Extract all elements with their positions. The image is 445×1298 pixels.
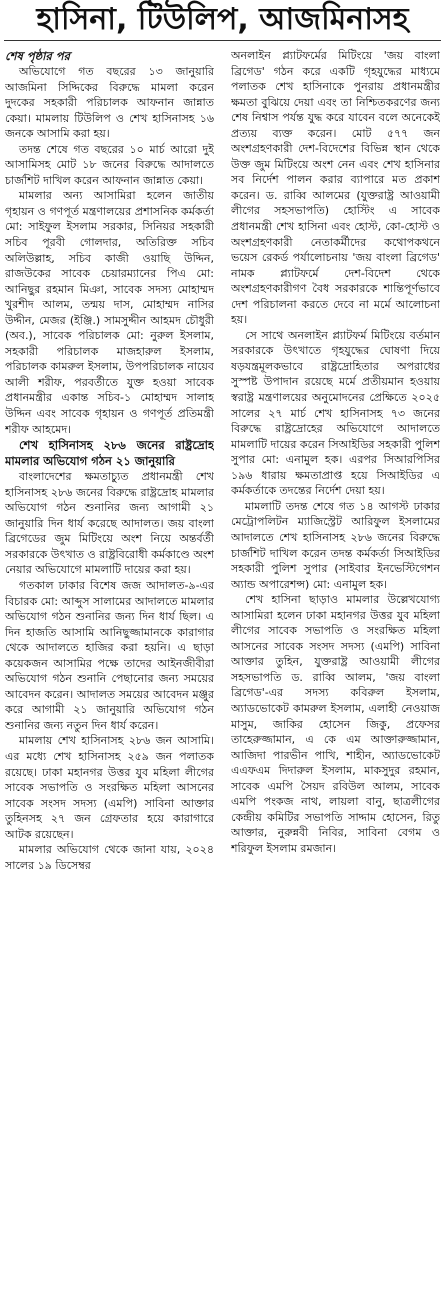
paragraph: অনলাইন প্ল্যাটফর্মের মিটিংয়ে 'জয় বাংলা ব্রিগেড' গঠন করে একটি গৃহযুদ্ধের মাধ্যমে পলাতক শেখ হাসিনাকে পুনরায় প্রধানমন্ত্রীর ক্ষমতা বুঝিয়ে দেয়া এবং তা নিশ্চিতকরণের জন্য শেষ নিশ্বাস পর্যন্ত যুদ্ধ করে যাবেন বলে অনেকেই প্রত্যয় ব্যক্ত করেন। মোট ৫৭৭ জন অংশগ্রহণকারী দেশ-বিদেশের বিভিন্ন স্থান থেকে উক্ত জুম মিটিংয়ে অংশ নেন এবং শেখ হাসিনার সব নির্দেশ পালন করার ব্যাপারে মত প্রকাশ করেন। ড. রাব্বি আলমের (যুক্তরাষ্ট্র আওয়ামী লীগের সহসভাপতি) হোস্টিং এ সাবেক প্রধানমন্ত্রী শেখ হাসিনা এবং হোস্ট, কো-হোস্ট ও অংশগ্রহণকারী নেতাকর্মীদের কথোপকথনে ভয়েস রেকর্ড পর্যালোচনায় 'জয় বাংলা ব্রিগেড' নামক প্ল্যাটফর্মে দেশ-বিদেশ থেকে অংশগ্রহণকারীগণ বৈধ সরকারকে শান্তিপূর্ণভাবে দেশ পরিচালনা করতে দেবে না মর্মে আলোচনা হয়।	[231, 49, 440, 327]
kicker: শেষ পৃষ্ঠার পর	[5, 49, 70, 63]
paragraph: শেখ হাসিনা ছাড়াও মামলার উল্লেখযোগ্য আসামিরা হলেন ঢাকা মহানগর উত্তর যুব মহিলা লীগের সাবেক সভাপতি ও সংরক্ষিত মহিলা আসনের সাবেক সংসদ সদস্য (এমপি) সাবিনা আক্তার তুহিন, যুক্তরাষ্ট্র আওয়ামী লীগের সহসভাপতি ড. রাব্বি আলম, 'জয় বাংলা ব্রিগেড'-এর সদস্য কবিরুল ইসলাম, অ্যাডভোকেট কামরুল ইসলাম, এলাহী নেওয়াজ মাসুম, জাকির হোসেন জিকু, প্রফেসর তাহেরুজ্জামান, এ কে এম আক্তারুজ্জামান, আজিদা পারভীন পাখি, শাহীন, অ্যাডভোকেট এএফএম দিদারুল ইসলাম, মাকসুদুর রহমান, সাবেক এমপি সৈয়দ রবিউল আলম, সাবেক এমপি পংকজ নাথ, লায়লা বানু, ছাত্রলীগের কেন্দ্রীয় কমিটির সভাপতি সাদ্দাম হোসেন, রিতু আক্তার, নুরুন্নবী নিবির, সাবিনা বেগম ও শরিফুল ইসলাম রমজান।	[231, 593, 440, 855]
paragraph: মামলার অভিযোগ থেকে জানা যায়, ২০২৪ সালের ১৯ ডিসেম্বর	[5, 843, 214, 872]
paragraph: গতকাল ঢাকার বিশেষ জজ আদালত-৯-এর বিচারক মো: আব্দুস সালামের আদালতে মামলার অভিযোগ গঠন শুনানির জন্য দিন ধার্য ছিল। এ দিন হাজতি আসামি আনিছুজ্জামানকে কারাগার থেকে আদালতে হাজির করা হয়নি। এ ছাড়া কয়েকজন আসামির পক্ষে তাদের আইনজীবীরা অভিযোগ গঠন শুনানি পেছানোর জন্য সময়ের আবেদন করেন। আদালত সময়ের আবেদন মঞ্জুর করে আগামী ২১ জানুয়ারি অভিযোগ গঠন শুনানির জন্য নতুন দিন ধার্য করেন।	[5, 578, 214, 732]
headline: হাসিনা, টিউলিপ, আজমিনাসহ	[36, 2, 409, 37]
paragraph: মামলার অন্য আসামিরা হলেন জাতীয় গৃহায়ন ও গণপূর্ত মন্ত্রণালয়ের প্রশাসনিক কর্মকর্তা মো: সাইফুল ইসলাম সরকার, সিনিয়র সহকারী সচিব পূরবী গোলদার, অতিরিক্ত সচিব অলিউল্লাহ, সচিব কাজী ওয়াছি উদ্দিন, রাজউকের সাবেক চেয়ারম্যানের পিএ মো: আনিছুর রহমান মিঞা, সাবেক সদস্য মোহাম্মদ খুরশীদ আলম, তন্ময় দাস, মোহাম্মদ নাসির উদ্দীন, মেজর (ইঞ্জি.) সামসুদ্দীন আহমদ চৌধুরী (অব.), সাবেক পরিচালক মো: নুরুল ইসলাম, সহকারী পরিচালক মাজহারুল ইসলাম, পরিচালক কামরুল ইসলাম, উপপরিচালক নায়েব আলী শরীফ, পরবর্তীতে যুক্ত হওয়া সাবেক প্রধানমন্ত্রীর একান্ত সচিব-১ মোহাম্মদ সালাহ উদ্দিন এবং সাবেক গৃহায়ন ও গণপূর্ত প্রতিমন্ত্রী শরীফ আহমেদ।	[5, 189, 214, 436]
paragraph: সে সাথে অনলাইন প্ল্যাটফর্ম মিটিংয়ে বর্তমান সরকারকে উৎখাতে গৃহযুদ্ধের ঘোষণা দিয়ে ষড়যন্ত্রমূলকভাবে রাষ্ট্রদ্রোহিতার অপরাধের সুস্পষ্ট উপাদান রয়েছে মর্মে প্রতীয়মান হওয়ায় স্বরাষ্ট্র মন্ত্রণালয়ের অনুমোদনের প্রেক্ষিতে ২০২৫ সালের ২৭ মার্চ শেখ হাসিনাসহ ৭৩ জনের বিরুদ্ধে রাষ্ট্রদ্রোহের অভিযোগে আদালতে মামলাটি দায়ের করেন সিআইডির সহকারী পুলিশ সুপার মো: এনামুল হক। এরপর সিআরপিসির ১৯৬ ধারায় ক্ষমতাপ্রাপ্ত হয়ে সিআইডির এ কর্মকর্তাকে তদন্তের নির্দেশ দেয়া হয়।	[231, 328, 440, 498]
right-column	[231, 48, 440, 1294]
paragraph: তদন্ত শেষে গত বছরের ১০ মার্চ আরো দুই আসামিসহ মোট ১৮ জনের বিরুদ্ধে আদালতে চার্জশিট দাখিল করেন আফনান জান্নাত কেয়া।	[5, 142, 214, 187]
subhead: শেখ হাসিনাসহ ২৮৬ জনের রাষ্ট্রদ্রোহ মামলার অভিযোগ গঠন ২১ জানুয়ারি	[5, 438, 214, 469]
paragraph: অভিযোগে গত বছরের ১৩ জানুয়ারি আজমিনা সিদ্দিকের বিরুদ্ধে মামলা করেন দুদকের সহকারী পরিচালক আফনান জান্নাত কেয়া। মামলায় টিউলিপ ও শেখ হাসিনাসহ ১৬ জনকে আসামি করা হয়।	[5, 65, 214, 141]
headline-rule	[4, 40, 441, 41]
paragraph: মামলাটি তদন্ত শেষে গত ১৪ আগস্ট ঢাকার মেট্রোপলিটন ম্যাজিস্ট্রেট আরিফুল ইসলামের আদালতে শেখ হাসিনাসহ ২৮৬ জনের বিরুদ্ধে চার্জশিট দাখিল করেন তদন্ত কর্মকর্তা সিআইডির সহকারী পুলিশ সুপার (সাইবার ইনভেস্টিগেশন অ্যান্ড অপারেশন্স) মো: এনামুল হক।	[231, 499, 440, 591]
left-column	[5, 48, 214, 1294]
paragraph: বাংলাদেশের ক্ষমতাচ্যুত প্রধানমন্ত্রী শেখ হাসিনাসহ ২৮৬ জনের বিরুদ্ধে রাষ্ট্রদ্রোহ মামলার অভিযোগ গঠন শুনানির জন্য আগামী ২১ জানুয়ারি দিন ধার্য করেছে আদালত। জয় বাংলা ব্রিগেডের জুম মিটিংয়ে অংশ নিয়ে অন্তর্বর্তী সরকারকে উৎখাত ও রাষ্ট্রবিরোধী কর্মকাণ্ডে অংশ নেয়ার অভিযোগে মামলাটি দায়ের করা হয়।	[5, 470, 214, 577]
paragraph: মামলায় শেখ হাসিনাসহ ২৮৬ জন আসামি। এর মধ্যে শেখ হাসিনাসহ ২৫৯ জন পলাতক রয়েছে। ঢাকা মহানগর উত্তর যুব মহিলা লীগের সাবেক সভাপতি ও সংরক্ষিত মহিলা আসনের সাবেক সংসদ সদস্য (এমপি) সাবিনা আক্তার তুহিনসহ ২৭ জন গ্রেফতার হয়ে কারাগারে আটক রয়েছেন।	[5, 734, 214, 841]
